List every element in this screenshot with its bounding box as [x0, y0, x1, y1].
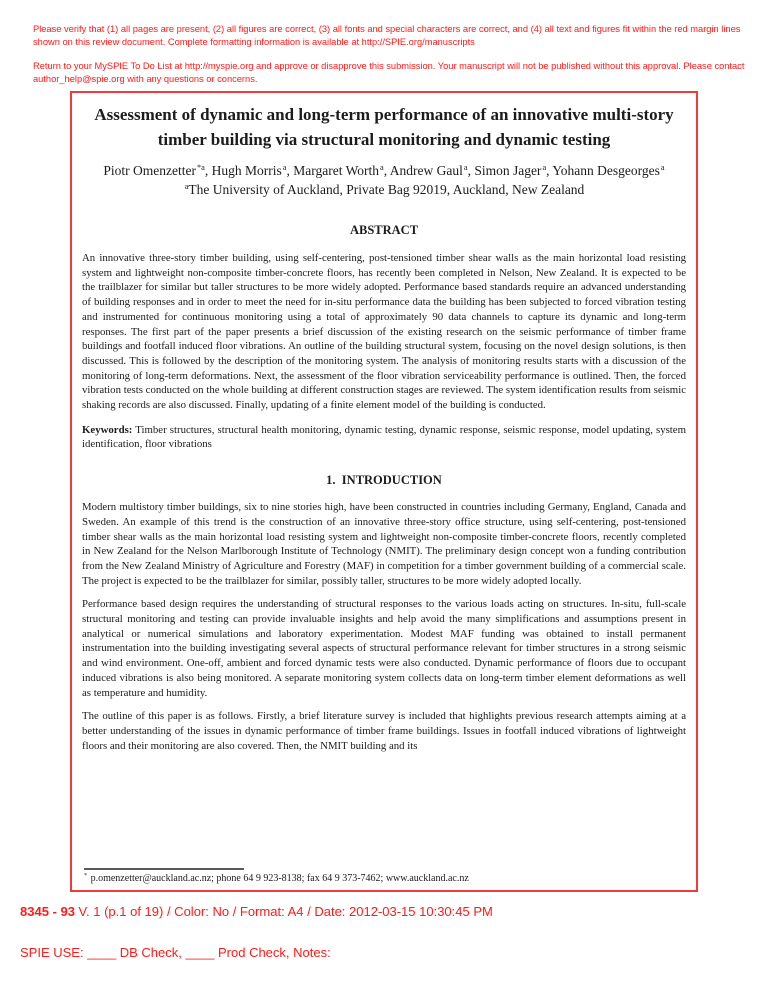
abstract-paragraph: An innovative three-story timber building, using self-centering, post-tensioned timber shear walls as the main horizontal load resisting system and lightweight non-composite timber-concrete floors, has recently been completed in Nelson, New Zealand. It is expected to be the trailblazer for similar but taller structures to be more widely adopted. Performance based standards require an advanced understanding of building responses and in order to meet the need for in-situ performance data the building has been subjected to forced vibration testing and instrumented for continuous monitoring using a total of approximately 90 data channels to capture its dynamic and long-term responses. The first part of the paper presents a brief discussion of the existing research on the seismic performance of timber frame buildings and footfall induced floor vibrations. An outline of the building structural system, focusing on the novel design solutions, is then discussed. This is followed by the description of the monitoring system. The analysis of monitoring results starts with a discussion of the monitoring of long-term deformations. Next, the assessment of the floor vibration serviceability performance is outlined. Then, the forced vibration tests conducted on the whole building at different construction stages are reviewed. The system identification results from seismic shaking records are also discussed. Finally, updating of a finite element model of the building is conducted. — [82, 252, 686, 412]
intro-paragraph-3: The outline of this paper is as follows. Firstly, a brief literature survey is included that highlights previous research attempts aiming at a better understanding of the issues in dynamic performance of timber frame buildings. Issues in footfall induced vibrations of lightweight floors and their monitoring are also covered. Then, the NMIT building and its — [82, 710, 686, 752]
keywords-paragraph — [82, 423, 686, 452]
corresponding-author-footnote — [84, 872, 684, 885]
paper-title: Assessment of dynamic and long-term performance of an innovative multi-story timber building via structural monitoring and dynamic testing — [94, 105, 674, 149]
author-superscript: a — [660, 162, 665, 172]
affiliation-superscript: a — [184, 181, 189, 191]
manuscript-footer-line — [20, 904, 773, 919]
author-superscript: a — [542, 162, 547, 172]
footer-details: V. 1 (p.1 of 19) / Color: No / Format: A4 / Date: 2012-03-15 10:30:45 PM — [74, 904, 493, 919]
author-superscript: a — [380, 162, 384, 172]
footnote-asterisk: * — [84, 871, 88, 879]
manuscript-margin-frame — [70, 91, 698, 892]
review-notice-approval: Return to your MySPIE To Do List at http://myspie.org and approve or disapprove this submission. Your manuscript will not be published without this approval. Please contact author_help@spie.org with any questions or concerns. — [33, 61, 745, 84]
intro-paragraph-2: Performance based design requires the understanding of structural responses to the various loads acting on structures. In-situ, full-scale structural monitoring and testing can provide invaluable insights and help avoid the many simplifications and assumptions present in analytical or numerical simulations and laboratory experimentation. Modest MAF funding was obtained to install permanent instrumentation into the building investigating several aspects of structural performance relevant for timber structures in a strong seismic and wind environment. One-off, ambient and forced dynamic tests were also conducted. Dynamic performance of floors due to occupant induced vibrations is also being monitored. A separate monitoring system collects data on long-term timber element deformations as well as temperature and humidity. — [82, 598, 686, 699]
section-1-heading: 1. INTRODUCTION — [326, 473, 442, 488]
spie-use-line: SPIE USE: ____ DB Check, ____ Prod Check, Notes: — [20, 945, 331, 960]
review-notice-verify: Please verify that (1) all pages are present, (2) all figures are correct, (3) all fonts and special characters are correct, and (4) all text and figures fit within the red margin lines shown on this review document. Complete formatting information is available at http://SPIE.org/manuscripts — [33, 24, 741, 47]
author-name: Andrew Gaul$^a$ — [389, 162, 468, 178]
author-name: Simon Jager$^a$ — [474, 162, 547, 178]
keywords-text: Timber structures, structural health monitoring, dynamic testing, dynamic response, seismic response, model updating, system identification, floor vibrations — [82, 423, 686, 451]
author-name: Hugh Morris$^a$ — [211, 162, 287, 178]
authors-line: Piotr Omenzetter$^{*a}$, Hugh Morris$^a$, Margaret Worth$^a$, Andrew Gaul$^a$, Simon Jager$^a$, Yohann Desgeorges$^a$ — [103, 162, 665, 178]
author-superscript: a — [282, 162, 287, 172]
author-name: Margaret Worth$^a$ — [293, 162, 384, 178]
footnote-block — [84, 868, 684, 885]
abstract-heading: ABSTRACT — [349, 223, 419, 237]
author-name: Yohann Desgeorges$^a$ — [552, 162, 665, 178]
author-superscript: a — [463, 162, 468, 172]
affiliation-text: The University of Auckland, Private Bag 92019, Auckland, New Zealand — [188, 182, 585, 197]
footnote-divider — [84, 868, 244, 870]
intro-paragraph-1: Modern multistory timber buildings, six to nine stories high, have been constructed in countries including Germany, England, Canada and Sweden. An example of this trend is the construction of an innovative three-story office structure, using self-centering, post-tensioned timber shear walls as the main horizontal load resisting system and lightweight non-composite timber-concrete floors, recently completed in New Zealand for the Nelson Marlborough Institute of Technology (NMIT). The preliminary design concept won a funding contribution from the New Zealand Ministry of Agriculture and Forestry (MAF) in competition for a timber government building of a commercial scale. The project is expected to be the trailblazer for similar, possibly taller, structures to be more widely adopted locally. — [82, 501, 686, 587]
author-name: Piotr Omenzetter$^{*a}$ — [103, 162, 205, 178]
keywords-label: Keywords: — [82, 423, 133, 436]
affiliation-line — [82, 180, 686, 199]
footnote-text: p.omenzetter@auckland.ac.nz; phone 64 9 923-8138; fax 64 9 373-7462; www.auckland.ac.nz — [88, 873, 469, 884]
paper-id: 8345 - 93 — [20, 904, 75, 919]
author-superscript: *a — [196, 162, 205, 172]
